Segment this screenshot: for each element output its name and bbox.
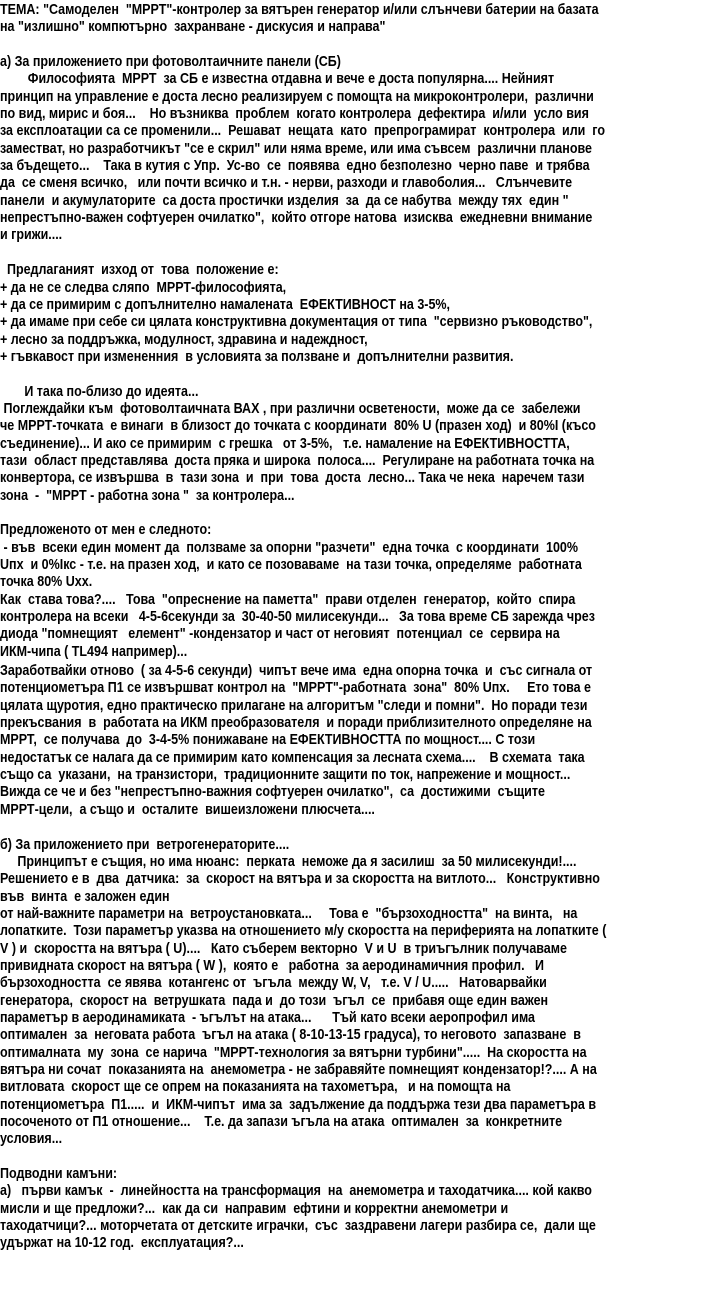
section-b-heading: б) За приложението при ветрогенераторите.... xyxy=(0,836,290,853)
pitfalls-heading: Подводни камъни: xyxy=(0,1166,118,1183)
proposal-heading: Предлаганият изход от това положение е: xyxy=(0,262,279,279)
suggestion-paragraph xyxy=(0,522,720,661)
paragraph-line: и грижи.... xyxy=(0,227,63,244)
restart-paragraph xyxy=(0,663,720,819)
proposal-item: + да се примирим с допълнително намалената ЕФЕКТИВНОСТ на 3-5%, xyxy=(0,296,451,313)
blank-line xyxy=(0,505,720,522)
paragraph-line: Философията МРРТ за СБ е известна отдавна и вече е доста популярна.... Нейният xyxy=(0,71,555,88)
topic-title xyxy=(0,2,720,37)
paragraph-line: тази област представлява доста пряка и широка полоса.... Регулиране на работната точка на xyxy=(0,452,595,469)
paragraph-line: Решението е в два датчика: за скорост на вятъра и за скоростта на витлото... Конструктивно xyxy=(0,871,600,888)
paragraph-line: лопатките. Този параметър указва на отношението м/у скоростта на периферията на лопатките ( xyxy=(0,923,607,940)
paragraph-line: Заработвайки отново ( за 4-5-6 секунди) чипът вече има една опорна точка и със сигнала от xyxy=(0,663,593,680)
section-a-intro xyxy=(0,71,720,244)
paragraph-line: заместват, но разработчикът "се е скрил" или няма време, или има съвсем различни планове xyxy=(0,140,592,157)
paragraph-line: от най-важните параметри на ветроустановката... Това е "бързоходността" на винта, на xyxy=(0,905,578,922)
proposal-item: + да имаме при себе си цялата конструктивна документация от типа "сервизно ръководство", xyxy=(0,314,593,331)
blank-line xyxy=(0,245,720,262)
paragraph-line: диода "помнещият елемент" -кондензатор и част от неговият потенциал се сервира на xyxy=(0,626,560,643)
paragraph-line: посоченото от П1 отношение... Т.е. да запази ъгъла на атака оптимален за конкретните xyxy=(0,1114,563,1130)
paragraph-line: удържат на 10-12 год. експлуатация?... xyxy=(0,1235,244,1252)
paragraph-line: че МРРТ-точката е винаги в близост до точката с координати 80% U (празен ход) и 80%I (късо xyxy=(0,418,596,435)
blank-line xyxy=(0,37,720,54)
paragraph-line: недостатък се налага да се примирим като компенсация за лесната схема.... В схемата така xyxy=(0,749,585,766)
paragraph-line: генератора, скорост на ветрушката пада и до този ъгъл се прибавя още един важен xyxy=(0,992,549,1009)
paragraph-line: - във всеки един момент да ползваме за опорни "разчети" една точка с координати 100% xyxy=(0,539,579,556)
paragraph-line: оптималната му зона се нарича "МРРТ-технология за вятърни турбини"..... На скоростта на xyxy=(0,1044,587,1061)
proposal-item: + гъвкавост при измененния в условията за ползване и допълнителни развития. xyxy=(0,348,514,365)
paragraph-line: по вид, мирис и боя... Но възниква проблем когато контролера дефектира и/или усло вия xyxy=(0,106,589,123)
paragraph-line: за експлоатации са се променили... Решават нещата като препрограмират контролера или го xyxy=(0,123,606,140)
paragraph-line: потенциометъра П1 се извършват контрол на "МРРТ"-работната зона" 80% Uпх. Ето това е xyxy=(0,680,592,697)
paragraph-line: панели и акумулаторите са доста простички изделия за да се набутва между тях един " xyxy=(0,192,569,209)
proposal-item: + да не се следва сляпо МРРТ-философията, xyxy=(0,279,287,296)
section-a-heading: а) За приложението при фотоволтаичните панели (СБ) xyxy=(0,54,341,71)
paragraph-line: условия... xyxy=(0,1131,63,1148)
paragraph-line: Принципът е същия, но има нюанс: перката неможе да я засилиш за 50 милисекунди!.... xyxy=(0,853,577,870)
paragraph-line: V ) и скоростта на вятъра ( U).... Като съберем векторно V и U в триъгълник получаваме xyxy=(0,940,567,957)
paragraph-line: И така по-близо до идеята... xyxy=(0,383,199,400)
blank-line xyxy=(0,366,720,383)
paragraph-line: а) първи камък - линейността на трансформация на анемометра и таходатчика.... кой какво xyxy=(0,1183,592,1200)
paragraph-line: витловата скорост ще се опрем на показанията на тахометъра, и на помощта на xyxy=(0,1079,511,1096)
proposal-list xyxy=(0,262,720,366)
idea-paragraph xyxy=(0,384,720,505)
paragraph-line: Поглеждайки към фотоволтаичната ВАХ , при различни осветености, може да се забележи xyxy=(0,400,581,417)
paragraph-line: във винта е заложен един xyxy=(0,888,170,905)
title-line: на "излишно" компютърно захранване - дискусия и направа" xyxy=(0,19,386,36)
paragraph-line: също са указани, на транзистори, традиционните защити по ток, напрежение и мощност... xyxy=(0,767,571,784)
paragraph-line: цялата щуротия, едно практическо прилагане на алгоритъм "следи и помни". Но поради тези xyxy=(0,697,588,714)
paragraph-line: прекъсвания в работата на ИКМ преобразователя и поради приблизителното определяне на xyxy=(0,715,592,732)
paragraph-line: вятъра ни сочат показанията на анемометра - не забравяйте помнещият кондензатор!?.... А на xyxy=(0,1061,597,1078)
paragraph-line: непрестъпно-важен софтуерен очилатко", който отгоре натова изисква ежедневни внимание xyxy=(0,210,593,227)
paragraph-line: параметър в аеродинамиката - ъгълът на атака... Тъй като всеки аеропрофил има xyxy=(0,1009,536,1026)
paragraph-line: МРРТ-цели, а също и осталите вишеизложени плюсчета.... xyxy=(0,801,375,818)
paragraph-line: таходатчици?... моторчетата от детските играчки, със заздравени лагери разбира се, дали ще xyxy=(0,1218,596,1235)
title-line: ТЕМА: "Самоделен "МРРТ"-контролер за вятърен генератор и/или слънчеви батерии на базата xyxy=(0,2,599,18)
section-a xyxy=(0,54,720,819)
paragraph-line: мисли и ще предложи?... как да си направим ефтини и корректни анемометри и xyxy=(0,1200,509,1217)
blank-line xyxy=(0,1149,720,1166)
paragraph-line: зона - "МРРТ - работна зона " за контролера... xyxy=(0,487,295,504)
paragraph-line: ИКМ-чипа ( TL494 например)... xyxy=(0,643,188,660)
paragraph-line: да се сменя всичко, или почти всичко и т.н. - нерви, разходи и главоболия... Слънчевите xyxy=(0,175,573,192)
proposal-item: + лесно за поддръжка, модулност, здравина и надеждност, xyxy=(0,331,368,348)
paragraph-line: принцип на управление е доста лесно реализируем с помощта на микроконтролери, различни xyxy=(0,88,594,105)
pitfalls-section xyxy=(0,1166,720,1253)
paragraph-line: съединение)... И ако се примирим с грешка от 3-5%, т.е. намаление на ЕФЕКТИВНОСТТА, xyxy=(0,435,570,452)
paragraph-line: привидната скорост на вятъра ( W ), която е работна за аеродинамичния профил. И xyxy=(0,957,544,974)
paragraph-line: потенциометъра П1..... и ИКМ-чипът има за задължение да поддържа тези два параметъра в xyxy=(0,1096,597,1113)
paragraph-line: точка 80% Uхх. xyxy=(0,574,93,591)
paragraph-line: Как става това?.... Това "опреснение на паметта" прави отделен генератор, който спира xyxy=(0,591,576,608)
paragraph-line: оптимален за неговата работа ъгъл на атака ( 8-10-13-15 градуса), то неговото запазване в xyxy=(0,1027,581,1044)
section-b xyxy=(0,837,720,1149)
paragraph-line: конвертора, се извършва в тази зона и при това доста лесно... Така че нека наречем тази xyxy=(0,470,585,487)
blank-line xyxy=(0,819,720,836)
paragraph-line: Вижда се че и без "непрестъпно-важния софтуерен очилатко", са достижими същите xyxy=(0,784,545,801)
document-body xyxy=(0,2,720,1253)
paragraph-line: МРРТ, се получава до 3-4-5% понижаване на ЕФЕКТИВНОСТТА по мощност.... С този xyxy=(0,732,536,749)
paragraph-line: за бъдещето... Така в кутия с Упр. Ус-во се появява едно безполезно черно паве и трябва xyxy=(0,158,590,175)
paragraph-line: контролера на всеки 4-5-6секунди за 30-40-50 милисекунди... За това време СБ зарежда чрез xyxy=(0,609,595,626)
paragraph-line: Uпх и 0%Iкс - т.е. на празен ход, и като се позоваваме на тази точка, определяме работната xyxy=(0,557,582,573)
paragraph-line: бързоходността се явява котангенс от ъгъла между W, V, т.е. V / U..... Натоварвайки xyxy=(0,975,547,992)
paragraph-line: Предложеното от мен е следното: xyxy=(0,522,212,539)
